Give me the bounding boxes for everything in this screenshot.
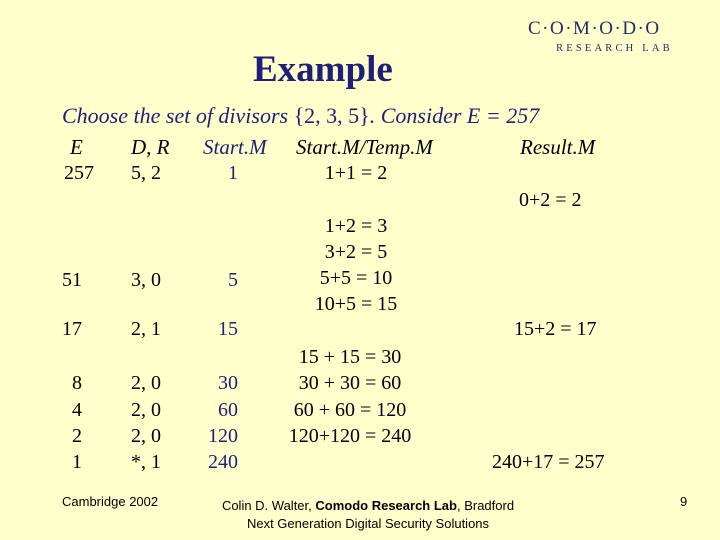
footer-lab: Comodo Research Lab (315, 498, 457, 513)
e-value: 257 (64, 162, 94, 184)
e-value: 51 (62, 269, 82, 291)
footer-author-line (213, 497, 523, 515)
dr-value: 2, 0 (131, 372, 161, 394)
dr-value: 2, 1 (131, 318, 161, 340)
divisor-set: {2, 3, 5} (293, 103, 370, 128)
temp-step: 15 + 15 = 30 (298, 346, 402, 368)
start-value: 15 (218, 318, 238, 340)
e-value: 1 (72, 451, 82, 473)
start-value: 60 (218, 399, 238, 421)
dr-value: 5, 2 (131, 162, 161, 184)
e-value: 2 (72, 425, 82, 447)
footer-tagline: Next Generation Digital Security Solutions (246, 516, 490, 531)
result-step: 0+2 = 2 (519, 189, 582, 211)
start-value: 240 (208, 451, 238, 473)
temp-step: 60 + 60 = 120 (293, 399, 407, 421)
dr-value: 2, 0 (131, 399, 161, 421)
temp-step: 30 + 30 = 60 (298, 372, 402, 394)
logo-wordmark: C·O·M·O·D·O (528, 18, 661, 39)
footer-credits (213, 497, 523, 533)
dr-value: 3, 0 (131, 269, 161, 291)
intro-suffix: . Consider E = 257 (369, 103, 540, 128)
header-e: E (70, 135, 83, 159)
result-step: 240+17 = 257 (492, 451, 605, 473)
e-value: 4 (72, 399, 82, 421)
temp-step: 10+5 = 15 (314, 293, 398, 315)
footer-place: , Bradford (456, 498, 515, 513)
start-value: 5 (228, 269, 238, 291)
temp-step: 1+2 = 3 (324, 215, 388, 237)
temp-step: 5+5 = 10 (319, 267, 393, 289)
e-value: 8 (72, 372, 82, 394)
footer-author: Colin D. Walter, (221, 498, 316, 513)
header-dr: D, R (131, 135, 170, 159)
start-value: 120 (208, 425, 238, 447)
temp-step: 1+1 = 2 (324, 162, 388, 184)
start-value: 1 (228, 162, 238, 184)
intro-line (62, 103, 539, 129)
result-step: 15+2 = 17 (514, 318, 597, 340)
logo-subtitle: RESEARCH LAB (556, 43, 673, 54)
header-start: Start.M (203, 135, 267, 159)
slide-title: Example (253, 49, 393, 90)
dr-value: 2, 0 (131, 425, 161, 447)
footer-venue: Cambridge 2002 (62, 494, 159, 509)
e-value: 17 (62, 318, 82, 340)
intro-prefix: Choose the set of divisors (62, 103, 294, 128)
page-number: 9 (680, 494, 688, 509)
temp-step: 120+120 = 240 (288, 425, 412, 447)
start-value: 30 (218, 372, 238, 394)
temp-step: 3+2 = 5 (324, 241, 388, 263)
header-result: Result.M (520, 135, 596, 159)
dr-value: *, 1 (131, 451, 161, 473)
header-temp: Start.M/Temp.M (296, 135, 433, 159)
